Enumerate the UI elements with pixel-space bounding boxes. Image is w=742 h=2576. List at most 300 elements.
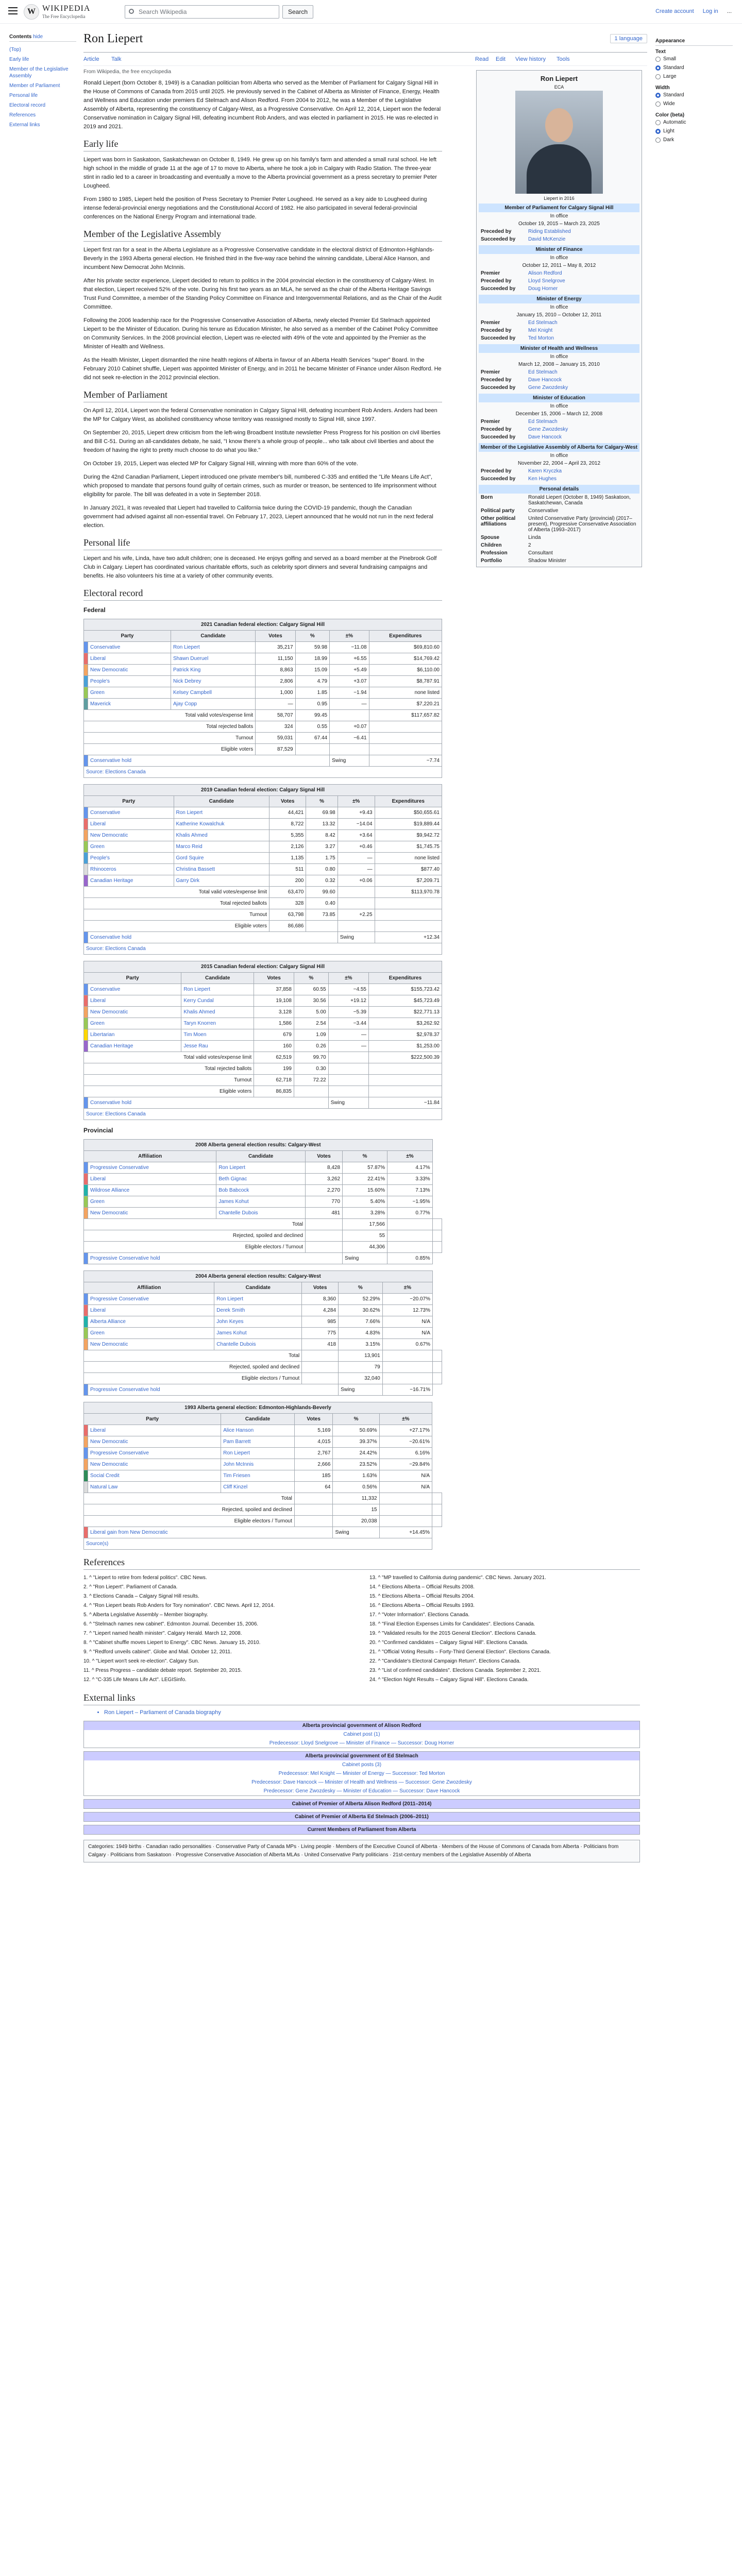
- totals-value: [338, 898, 375, 909]
- table-caption[interactable]: 2004 Alberta general election results: Calgary-West: [84, 1271, 433, 1282]
- search-input[interactable]: [125, 5, 279, 19]
- value-cell: 18.99: [295, 653, 330, 665]
- candidate-cell[interactable]: Garry Dirk: [174, 875, 269, 887]
- election-table: [83, 1139, 442, 1264]
- reference-item[interactable]: 23. ^ "List of confirmed candidates". Elections Canada. September 2, 2021.: [369, 1668, 542, 1673]
- candidate-cell[interactable]: Christina Bassett: [174, 864, 269, 875]
- candidate-cell[interactable]: Beth Gignac: [216, 1174, 306, 1185]
- toc-item-electoral-record[interactable]: Electoral record: [9, 103, 46, 108]
- totals-value: 63,798: [269, 909, 306, 921]
- totals-value: 11,332: [333, 1493, 379, 1504]
- tab-view-history[interactable]: View history: [515, 56, 546, 62]
- table-header: Candidate: [216, 1151, 306, 1162]
- section-paragraph: On April 12, 2014, Liepert won the federal Conservative nomination in Calgary Signal Hill, defeating incumbent Rob Anders. Anders had been the MP for Calgary West, as abolished constituency whose territory was reassigned mostly to Signal Hill, since 1997.: [83, 408, 437, 422]
- navbox-row[interactable]: Predecessor: Dave Hancock — Minister of Health and Wellness — Successor: Gene Zwozdesky: [251, 1780, 472, 1785]
- candidate-cell[interactable]: Ajay Copp: [171, 699, 255, 710]
- candidate-cell[interactable]: John McInnis: [221, 1459, 295, 1470]
- value-cell: 0.80: [306, 864, 338, 875]
- candidate-cell[interactable]: Nick Debrey: [171, 676, 255, 687]
- infobox-value[interactable]: Dave Hancock: [528, 434, 562, 440]
- infobox-value[interactable]: Riding Established: [528, 229, 571, 234]
- infobox-value: Consultant: [528, 550, 553, 556]
- infobox-row: [479, 319, 639, 327]
- totals-value: 44,306: [343, 1242, 387, 1253]
- value-cell: 4,015: [294, 1436, 333, 1448]
- reference-item[interactable]: 17. ^ "Voter Information". Elections Canada.: [369, 1612, 470, 1618]
- party-cell[interactable]: Liberal: [88, 1425, 221, 1436]
- source-cell[interactable]: Source: Elections Canada: [84, 1109, 442, 1120]
- section-paragraph: On September 20, 2015, Liepert drew criticism from the left-wing Broadbent Institute newsletter Press Progress for his position on civil liberties and Bill C-51. During an all-candidates debate, he said, "I know there's a whole group of people... who talk about civil liberties and about the freedom of having the right to pretty much choose to do what you like.": [83, 430, 441, 453]
- infobox-value[interactable]: Ken Hughes: [528, 476, 557, 482]
- menu-icon[interactable]: [8, 7, 18, 14]
- candidate-cell[interactable]: Ron Liepert: [214, 1294, 302, 1305]
- party-cell[interactable]: Green: [88, 841, 174, 853]
- party-cell[interactable]: Liberal: [88, 995, 181, 1007]
- table-header: %: [295, 631, 330, 642]
- value-cell: 52.29%: [339, 1294, 383, 1305]
- party-cell[interactable]: Green: [88, 1018, 181, 1029]
- table-row: [84, 1328, 442, 1339]
- value-cell: 1.75: [306, 853, 338, 864]
- table-row: [84, 1208, 442, 1219]
- value-cell: 60.55: [294, 984, 328, 995]
- color-automatic-option[interactable]: Automatic: [655, 118, 733, 127]
- value-cell: —: [330, 699, 369, 710]
- create-account-link[interactable]: Create account: [655, 8, 694, 14]
- totals-row: [84, 1350, 442, 1362]
- totals-value: [328, 1086, 368, 1097]
- result-label[interactable]: Conservative hold: [88, 932, 338, 943]
- candidate-cell[interactable]: Alice Hanson: [221, 1425, 295, 1436]
- value-cell: 4.79: [295, 676, 330, 687]
- result-label[interactable]: Conservative hold: [88, 1097, 329, 1109]
- toc-item-early-life[interactable]: Early life: [9, 57, 29, 62]
- value-cell: +3.64: [338, 830, 375, 841]
- candidate-cell[interactable]: Patrick King: [171, 665, 255, 676]
- federal-heading: Federal: [83, 606, 106, 614]
- totals-value: +2.25: [338, 909, 375, 921]
- value-cell: 24.42%: [333, 1448, 379, 1459]
- value-cell: 59.98: [295, 642, 330, 653]
- tab-tools[interactable]: Tools: [556, 56, 570, 62]
- office-title[interactable]: Minister of Finance: [479, 245, 639, 254]
- party-cell[interactable]: Natural Law: [88, 1482, 221, 1493]
- portrait-head: [545, 108, 573, 142]
- totals-row: [84, 1242, 442, 1253]
- party-cell[interactable]: Progressive Conservative: [88, 1162, 216, 1174]
- value-cell: +0.46: [338, 841, 375, 853]
- candidate-cell[interactable]: Marco Reid: [174, 841, 269, 853]
- candidate-cell[interactable]: Cliff Kinzel: [221, 1482, 295, 1493]
- infobox-value[interactable]: Ed Stelmach: [528, 369, 558, 375]
- value-cell: −3.44: [328, 1018, 368, 1029]
- candidate-cell[interactable]: Tim Moen: [181, 1029, 254, 1041]
- infobox-key: Other political affiliations: [481, 516, 516, 527]
- value-cell: $19,889.44: [375, 819, 442, 830]
- table-row: [84, 653, 442, 665]
- table-header-row: [84, 1282, 442, 1294]
- value-cell: 30.56: [294, 995, 328, 1007]
- infobox-row: [479, 277, 639, 285]
- party-color-swatch: [84, 1041, 88, 1052]
- totals-value: 0.30: [294, 1063, 328, 1075]
- totals-value: [387, 1230, 433, 1242]
- reference-item[interactable]: 12. ^ "C-335 Life Means Life Act". LEGISinfo.: [83, 1677, 187, 1683]
- candidate-cell[interactable]: James Kohut: [214, 1328, 302, 1339]
- infobox-row: [479, 327, 639, 334]
- value-cell: —: [338, 864, 375, 875]
- party-cell[interactable]: New Democratic: [88, 1436, 221, 1448]
- totals-value: [302, 1373, 339, 1384]
- table-row: [84, 984, 442, 995]
- more-options-icon[interactable]: ...: [727, 8, 732, 14]
- candidate-cell[interactable]: Shawn Dueruel: [171, 653, 255, 665]
- party-cell[interactable]: New Democratic: [88, 665, 171, 676]
- color-label: Color (beta): [655, 112, 685, 118]
- navbox-row[interactable]: Predecessor: Lloyd Snelgrove — Minister of Finance — Successor: Doug Horner: [269, 1740, 454, 1746]
- value-cell: 44,421: [269, 807, 306, 819]
- search-button[interactable]: Search: [282, 5, 313, 19]
- reference-item[interactable]: 20. ^ "Confirmed candidates – Calgary Signal Hill". Elections Canada.: [369, 1640, 529, 1646]
- reference-item[interactable]: 1. ^ "Liepert to retire from federal politics". CBC News.: [83, 1575, 207, 1581]
- totals-label: Total: [84, 1493, 295, 1504]
- totals-row: [84, 1504, 442, 1516]
- navbox-title[interactable]: Alberta provincial government of Ed Stelmach: [84, 1752, 639, 1760]
- reference-item[interactable]: 22. ^ "Candidate's Electoral Campaign Return". Elections Canada.: [369, 1658, 521, 1664]
- language-button[interactable]: 1 language: [610, 34, 647, 43]
- reference-item[interactable]: 7. ^ "Liepert named health minister". Calgary Herald. March 12, 2008.: [83, 1631, 242, 1636]
- table-row: [84, 1305, 442, 1316]
- table-header: Candidate: [221, 1414, 295, 1425]
- table-header: Candidate: [174, 796, 269, 807]
- value-cell: 1.09: [294, 1029, 328, 1041]
- infobox-value[interactable]: David McKenzie: [528, 236, 566, 242]
- totals-row: [84, 733, 442, 744]
- toc-item-top[interactable]: (Top): [9, 47, 21, 53]
- table-header: Party: [84, 973, 181, 984]
- infobox-value[interactable]: Gene Zwozdesky: [528, 385, 568, 391]
- result-label[interactable]: Progressive Conservative hold: [88, 1253, 343, 1264]
- value-cell: 0.95: [295, 699, 330, 710]
- toc-item-personal-life[interactable]: Personal life: [9, 93, 38, 98]
- party-cell[interactable]: Conservative: [88, 642, 171, 653]
- totals-value: 79: [339, 1362, 383, 1373]
- reference-item[interactable]: 9. ^ "Redford unveils cabinet". Globe and Mail. October 12, 2011.: [83, 1649, 232, 1655]
- width-standard-option[interactable]: Standard: [655, 91, 733, 99]
- value-cell: 39.37%: [333, 1436, 379, 1448]
- office-status: In office: [550, 213, 568, 219]
- navbox-title[interactable]: Alberta provincial government of Alison Redford: [84, 1721, 639, 1730]
- swing-value: −11.84: [368, 1097, 442, 1109]
- tab-edit[interactable]: Edit: [496, 56, 505, 62]
- value-cell: −1.94: [330, 687, 369, 699]
- candidate-cell[interactable]: Tim Friesen: [221, 1470, 295, 1482]
- table-header: ±%: [379, 1414, 432, 1425]
- text-large-option[interactable]: Large: [655, 72, 733, 81]
- table-row: [84, 1470, 442, 1482]
- value-cell: +3.07: [330, 676, 369, 687]
- party-cell[interactable]: Green: [88, 1196, 216, 1208]
- result-row: [84, 1384, 442, 1396]
- reference-item[interactable]: 10. ^ "Liepert won't seek re-election". Calgary Sun.: [83, 1658, 199, 1664]
- reference-item[interactable]: 19. ^ "Validated results for the 2015 General Election". Elections Canada.: [369, 1631, 537, 1636]
- office-title[interactable]: Minister of Energy: [479, 295, 639, 303]
- toc-hide-button[interactable]: hide: [33, 34, 43, 40]
- electoral-record-heading: Electoral record: [83, 588, 442, 601]
- reference-item[interactable]: 2. ^ "Ron Liepert". Parliament of Canada.: [83, 1584, 178, 1590]
- reference-item[interactable]: 24. ^ "Election Night Results – Calgary Signal Hill". Elections Canada.: [369, 1677, 529, 1683]
- infobox-value[interactable]: Lloyd Snelgrove: [528, 278, 565, 284]
- party-cell[interactable]: Maverick: [88, 699, 171, 710]
- party-color-swatch: [84, 1425, 88, 1436]
- party-cell[interactable]: Libertarian: [88, 1029, 181, 1041]
- categories-box[interactable]: Categories: 1949 births · Canadian radio personalities · Conservative Party of Canada MPs · Living people · Members of the Executive Council of Alberta · Members of the House of Commons of Canada from Alberta · Politicians from Calgary · Politicians from Saskatoon · Progressive Conservative Association of Alberta MLAs · United Conservative Party politicians · 21st-century members of the Legislative Assembly of Alberta: [83, 1840, 640, 1862]
- infobox-value[interactable]: Mel Knight: [528, 328, 553, 333]
- reference-item[interactable]: 13. ^ "MP travelled to California during pandemic". CBC News. January 2021.: [369, 1575, 546, 1581]
- color-light-option[interactable]: Light: [655, 127, 733, 135]
- candidate-cell[interactable]: Ron Liepert: [174, 807, 269, 819]
- tab-talk[interactable]: Talk: [111, 56, 122, 62]
- value-cell: $45,723.49: [368, 995, 442, 1007]
- infobox-key: Preceded by: [481, 328, 512, 333]
- value-cell: 8,360: [302, 1294, 339, 1305]
- totals-value: [387, 1242, 433, 1253]
- table-header-row: [84, 1414, 442, 1425]
- totals-row: [84, 1086, 442, 1097]
- totals-label: Turnout: [84, 909, 269, 921]
- toc-item-references[interactable]: References: [9, 112, 36, 118]
- totals-value: 13,901: [339, 1350, 383, 1362]
- reference-item[interactable]: 16. ^ Elections Alberta – Official Results 1993.: [369, 1603, 475, 1608]
- table-caption[interactable]: 2021 Canadian federal election: Calgary Signal Hill: [84, 619, 442, 631]
- table-header: %: [294, 973, 328, 984]
- table-header: Votes: [269, 796, 306, 807]
- candidate-cell[interactable]: Khalis Ahmed: [181, 1007, 254, 1018]
- candidate-cell[interactable]: James Kohut: [216, 1196, 306, 1208]
- toc-item-external-links[interactable]: External links: [9, 122, 40, 128]
- candidate-cell[interactable]: Ron Liepert: [171, 642, 255, 653]
- totals-value: 86,686: [269, 921, 306, 932]
- login-link[interactable]: Log in: [702, 8, 718, 14]
- value-cell: $3,262.92: [368, 1018, 442, 1029]
- infobox-row: [479, 541, 639, 549]
- totals-row: [84, 1230, 442, 1242]
- infobox-value[interactable]: Ted Morton: [528, 335, 554, 341]
- candidate-cell[interactable]: Chantelle Dubois: [216, 1208, 306, 1219]
- radio-icon: [655, 57, 661, 62]
- reference-item[interactable]: 5. ^ Alberta Legislative Assembly – Member biography.: [83, 1612, 208, 1618]
- color-dark-option[interactable]: Dark: [655, 135, 733, 144]
- totals-value: [387, 1219, 433, 1230]
- party-cell[interactable]: Liberal: [88, 819, 174, 830]
- party-cell[interactable]: Liberal: [88, 1305, 214, 1316]
- candidate-cell[interactable]: Ron Liepert: [216, 1162, 306, 1174]
- party-cell[interactable]: New Democratic: [88, 1208, 216, 1219]
- party-cell[interactable]: New Democratic: [88, 830, 174, 841]
- source-row: [84, 1109, 442, 1120]
- table-row: [84, 875, 442, 887]
- reference-item[interactable]: 18. ^ "Final Election Expenses Limits for Candidates". Elections Canada.: [369, 1621, 535, 1627]
- table-header: %: [339, 1282, 383, 1294]
- reference-item[interactable]: 8. ^ "Cabinet shuffle moves Liepert to Energy". CBC News. January 15, 2010.: [83, 1640, 261, 1646]
- table-caption[interactable]: 2019 Canadian federal election: Calgary Signal Hill: [84, 785, 442, 796]
- value-cell: −29.84%: [379, 1459, 432, 1470]
- infobox-value[interactable]: Alison Redford: [528, 270, 562, 276]
- tab-article[interactable]: Article: [83, 56, 99, 62]
- party-cell[interactable]: Rhinoceros: [88, 864, 174, 875]
- party-cell[interactable]: Progressive Conservative: [88, 1294, 214, 1305]
- candidate-cell[interactable]: Bob Babcock: [216, 1185, 306, 1196]
- appearance-panel: [655, 34, 733, 144]
- toc-item-mla[interactable]: Member of the Legislative Assembly: [9, 66, 69, 79]
- infobox-value[interactable]: Karen Kryczka: [528, 468, 562, 474]
- width-wide-option[interactable]: Wide: [655, 99, 733, 108]
- site-header: [0, 0, 742, 24]
- navbox-title[interactable]: Cabinet of Premier of Alberta Ed Stelmach (2006–2011): [84, 1812, 639, 1821]
- party-cell[interactable]: Green: [88, 687, 171, 699]
- candidate-cell[interactable]: John Keyes: [214, 1316, 302, 1328]
- infobox-key: Succeeded by: [481, 476, 516, 482]
- table-header: Votes: [294, 1414, 333, 1425]
- source-cell[interactable]: Source(s): [84, 1538, 432, 1550]
- infobox-value[interactable]: Gene Zwozdesky: [528, 427, 568, 432]
- office-title[interactable]: Minister of Education: [479, 394, 639, 402]
- toc-item-mp[interactable]: Member of Parliament: [9, 83, 60, 89]
- office-title[interactable]: Member of Parliament for Calgary Signal Hill: [479, 204, 639, 212]
- party-cell[interactable]: New Democratic: [88, 1339, 214, 1350]
- infobox-value[interactable]: Doug Horner: [528, 286, 558, 292]
- swing-value: +12.34: [375, 932, 442, 943]
- table-caption-row: [84, 961, 442, 973]
- totals-value: [382, 1350, 432, 1362]
- navbox-row[interactable]: Cabinet posts (3): [342, 1762, 382, 1768]
- tab-read[interactable]: Read: [475, 56, 489, 62]
- totals-value: [306, 1242, 343, 1253]
- table-caption[interactable]: 2015 Canadian federal election: Calgary Signal Hill: [84, 961, 442, 973]
- value-cell: +6.55: [330, 653, 369, 665]
- reference-item[interactable]: 4. ^ "Ron Liepert beats Rob Anders for Tory nomination". CBC News. April 12, 2014.: [83, 1603, 275, 1608]
- navbox-row[interactable]: Predecessor: Gene Zwozdesky — Minister of Education — Successor: Dave Hancock: [263, 1788, 460, 1794]
- result-label[interactable]: Liberal gain from New Democratic: [88, 1527, 333, 1538]
- totals-value: 99.60: [306, 887, 338, 898]
- text-small-option[interactable]: Small: [655, 55, 733, 63]
- party-cell[interactable]: Social Credit: [88, 1470, 221, 1482]
- result-row: [84, 932, 442, 943]
- title-bar: [83, 30, 647, 53]
- candidate-cell[interactable]: Taryn Knorren: [181, 1018, 254, 1029]
- party-cell[interactable]: People's: [88, 853, 174, 864]
- wordmark[interactable]: WIKIPEDIA: [42, 4, 91, 13]
- source-cell[interactable]: Source: Elections Canada: [84, 943, 442, 955]
- reference-list: [83, 1574, 640, 1685]
- reference-item[interactable]: 21. ^ "Official Voting Results – Forty-Third General Election". Elections Canada.: [369, 1649, 551, 1655]
- office-title[interactable]: Member of the Legislative Assembly of Alberta for Calgary-West: [479, 443, 639, 452]
- value-cell: N/A: [382, 1316, 432, 1328]
- party-cell[interactable]: Conservative: [88, 807, 174, 819]
- navbox-title[interactable]: Current Members of Parliament from Alberta: [84, 1825, 639, 1834]
- reference-item[interactable]: 14. ^ Elections Alberta – Official Results 2008.: [369, 1584, 475, 1590]
- portrait-image[interactable]: [515, 91, 603, 194]
- table-row: [84, 1459, 442, 1470]
- infobox-key: Succeeded by: [481, 434, 516, 440]
- infobox-value[interactable]: Dave Hancock: [528, 377, 562, 383]
- table-caption[interactable]: 1993 Alberta general election: Edmonton-Highlands-Beverly: [84, 1402, 432, 1414]
- table-row: [84, 1162, 442, 1174]
- candidate-cell[interactable]: Gord Squire: [174, 853, 269, 864]
- party-cell[interactable]: People's: [88, 676, 171, 687]
- external-link-parliament[interactable]: • Ron Liepert – Parliament of Canada biography: [104, 1709, 647, 1716]
- value-cell: 679: [254, 1029, 294, 1041]
- value-cell: 1.63%: [333, 1470, 379, 1482]
- candidate-cell[interactable]: Jesse Rau: [181, 1041, 254, 1052]
- party-cell[interactable]: Green: [88, 1328, 214, 1339]
- party-cell[interactable]: Canadian Heritage: [88, 1041, 181, 1052]
- candidate-cell[interactable]: Chantelle Dubois: [214, 1339, 302, 1350]
- table-caption-row: [84, 1271, 442, 1282]
- party-cell[interactable]: Alberta Alliance: [88, 1316, 214, 1328]
- value-cell: —: [328, 1029, 368, 1041]
- infobox-value[interactable]: Ed Stelmach: [528, 320, 558, 326]
- candidate-cell[interactable]: Khalis Ahmed: [174, 830, 269, 841]
- totals-label: Total valid votes/expense limit: [84, 710, 256, 721]
- text-standard-option[interactable]: Standard: [655, 63, 733, 72]
- totals-value: [432, 1230, 442, 1242]
- infobox-value[interactable]: Ed Stelmach: [528, 419, 558, 425]
- navbox-title[interactable]: Cabinet of Premier of Alberta Alison Redford (2011–2014): [84, 1800, 639, 1808]
- source-cell[interactable]: Source: Elections Canada: [84, 767, 442, 778]
- value-cell: 0.26: [294, 1041, 328, 1052]
- candidate-cell[interactable]: Derek Smith: [214, 1305, 302, 1316]
- candidate-cell[interactable]: Pam Barrett: [221, 1436, 295, 1448]
- totals-value: 62,519: [254, 1052, 294, 1063]
- reference-item[interactable]: 6. ^ "Stelmach names new cabinet". Edmonton Journal. December 15, 2006.: [83, 1621, 259, 1627]
- result-row: [84, 1253, 442, 1264]
- table-caption-row: [84, 1402, 442, 1414]
- party-cell[interactable]: Liberal: [88, 653, 171, 665]
- result-label[interactable]: Conservative hold: [88, 755, 330, 767]
- office-title[interactable]: Minister of Health and Wellness: [479, 344, 639, 353]
- totals-value: [379, 1493, 432, 1504]
- reference-item[interactable]: 15. ^ Elections Alberta – Official Results 2004.: [369, 1594, 475, 1599]
- candidate-cell[interactable]: Ron Liepert: [221, 1448, 295, 1459]
- party-cell[interactable]: New Democratic: [88, 1459, 221, 1470]
- party-cell[interactable]: Wildrose Alliance: [88, 1185, 216, 1196]
- candidate-cell[interactable]: Ron Liepert: [181, 984, 254, 995]
- party-cell[interactable]: Progressive Conservative: [88, 1448, 221, 1459]
- table-header: Expenditures: [375, 796, 442, 807]
- office-dates: October 19, 2015 – March 23, 2025: [518, 221, 600, 227]
- value-cell: 4.17%: [387, 1162, 433, 1174]
- table-caption[interactable]: 2008 Alberta general election results: Calgary-West: [84, 1140, 433, 1151]
- party-color-swatch: [84, 1482, 88, 1493]
- navbox: [83, 1751, 640, 1796]
- party-cell[interactable]: Conservative: [88, 984, 181, 995]
- navbox-row[interactable]: Predecessor: Mel Knight — Minister of Energy — Successor: Ted Morton: [278, 1771, 445, 1776]
- navbox-row[interactable]: Cabinet post (1): [343, 1732, 380, 1737]
- reference-item[interactable]: 3. ^ Elections Canada – Calgary Signal Hill results.: [83, 1594, 199, 1599]
- candidate-cell[interactable]: Katherine Kowalchuk: [174, 819, 269, 830]
- candidate-cell[interactable]: Kelsey Campbell: [171, 687, 255, 699]
- reference-item[interactable]: 11. ^ Press Progress – candidate debate report. September 20, 2015.: [83, 1668, 242, 1673]
- result-row: [84, 755, 442, 767]
- wikipedia-logo-icon[interactable]: W: [24, 4, 39, 20]
- candidate-cell[interactable]: Kerry Cundal: [181, 995, 254, 1007]
- party-cell[interactable]: Canadian Heritage: [88, 875, 174, 887]
- party-cell[interactable]: New Democratic: [88, 1007, 181, 1018]
- party-cell[interactable]: Liberal: [88, 1174, 216, 1185]
- result-label[interactable]: Progressive Conservative hold: [88, 1384, 339, 1396]
- value-cell: —: [328, 1041, 368, 1052]
